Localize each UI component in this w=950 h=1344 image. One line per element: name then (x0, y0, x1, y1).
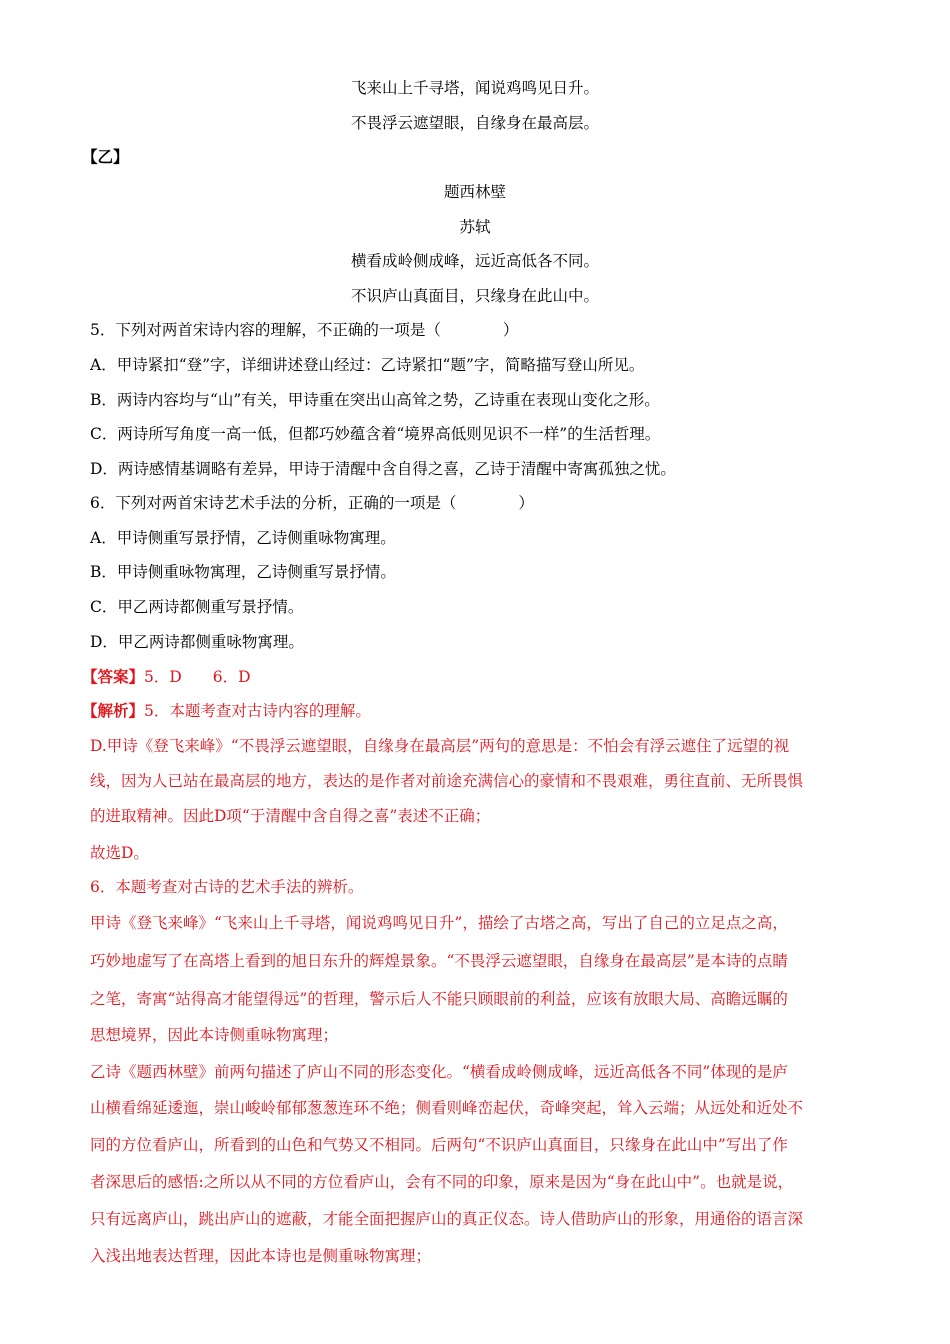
analysis-line-12: 山横看绵延逶迤，崇山峻岭郁郁葱葱连环不绝；侧看则峰峦起伏，奇峰突起，耸入云端；从远处和近处不 (90, 1099, 804, 1117)
q5-option-d: D．两诗感情基调略有差异，甲诗于清醒中含自得之喜，乙诗于清醒中寄寓孤独之忧。 (90, 460, 676, 478)
q5-stem: 5．下列对两首宋诗内容的理解，不正确的一项是（ ） (90, 321, 519, 339)
q6-option-a: A．甲诗侧重写景抒情，乙诗侧重咏物寓理。 (90, 529, 396, 547)
q6-option-d: D．甲乙两诗都侧重咏物寓理。 (90, 633, 304, 651)
analysis-line-6: 6．本题考查对古诗的艺术手法的辨析。 (90, 878, 364, 896)
analysis-line-5: 故选D。 (90, 844, 149, 862)
analysis-line-2: D.甲诗《登飞来峰》“不畏浮云遮望眼，自缘身在最高层”两句的意思是：不怕会有浮云遮住了远望的视 (90, 737, 790, 755)
answer-label: 【答案】 (82, 667, 145, 686)
analysis-row (82, 700, 371, 722)
q5-option-c: C．两诗所写角度一高一低，但都巧妙蕴含着“境界高低则见识不一样”的生活哲理。 (90, 425, 661, 443)
analysis-line-10: 思想境界，因此本诗侧重咏物寓理； (90, 1026, 339, 1044)
analysis-line-8: 巧妙地虚写了在高塔上看到的旭日东升的辉煌景象。“不畏浮云遮望眼，自缘身在最高层”是本诗的点睛 (90, 952, 788, 970)
q5-option-b: B．两诗内容均与“山”有关，甲诗重在突出山高耸之势，乙诗重在表现山变化之形。 (90, 391, 660, 409)
analysis-line-1: 5．本题考查对古诗内容的理解。 (144, 702, 371, 720)
analysis-line-13: 同的方位看庐山，所看到的山色和气势又不相同。后两句“不识庐山真面目，只缘身在此山中”写出了作 (90, 1136, 788, 1154)
analysis-line-14: 者深思后的感悟:之所以从不同的方位看庐山，会有不同的印象，原来是因为“身在此山中”。也就是说， (90, 1173, 794, 1191)
answer-text: 5．D 6．D (144, 668, 251, 686)
analysis-line-3: 线，因为人已站在最高层的地方，表达的是作者对前途充满信心的豪情和不畏艰难，勇往直前、无所畏惧 (90, 772, 804, 790)
analysis-label: 【解析】 (82, 701, 145, 720)
answer-row (82, 666, 251, 688)
analysis-line-15: 只有远离庐山，跳出庐山的遮蔽，才能全面把握庐山的真正仪态。诗人借助庐山的形象，用通俗的语言深 (90, 1210, 804, 1228)
q6-option-b: B．甲诗侧重咏物寓理，乙诗侧重写景抒情。 (90, 563, 396, 581)
analysis-line-16: 入浅出地表达哲理，因此本诗也是侧重咏物寓理； (90, 1247, 432, 1265)
analysis-line-4: 的进取精神。因此D项“于清醒中含自得之喜”表述不正确； (90, 807, 491, 825)
poem-yi-line-1: 横看成岭侧成峰，远近高低各不同。 (350, 252, 599, 270)
analysis-line-7: 甲诗《登飞来峰》“飞来山上千寻塔，闻说鸡鸣见日升”，描绘了古塔之高，写出了自己的立足点之高， (90, 914, 788, 932)
poem-yi-line-2: 不识庐山真面目，只缘身在此山中。 (350, 287, 599, 305)
analysis-line-11: 乙诗《题西林壁》前两句描述了庐山不同的形态变化。“横看成岭侧成峰，远近高低各不同”体现的是庐 (90, 1063, 788, 1081)
poem-jia-line-2: 不畏浮云遮望眼，自缘身在最高层。 (350, 114, 599, 132)
poem-yi-title: 题西林壁 (443, 183, 506, 201)
poem-jia-line-1: 飞来山上千寻塔，闻说鸡鸣见日升。 (350, 79, 599, 97)
analysis-line-9: 之笔，寄寓“站得高才能望得远”的哲理，警示后人不能只顾眼前的利益，应该有放眼大局、高瞻远瞩的 (90, 990, 788, 1008)
q6-stem: 6．下列对两首宋诗艺术手法的分析，正确的一项是（ ） (90, 494, 534, 512)
section-yi-label: 【乙】 (82, 147, 129, 166)
q6-option-c: C．甲乙两诗都侧重写景抒情。 (90, 598, 304, 616)
q5-option-a: A．甲诗紧扣“登”字，详细讲述登山经过：乙诗紧扣“题”字，简略描写登山所见。 (90, 356, 645, 374)
poem-yi-author: 苏轼 (459, 218, 491, 236)
